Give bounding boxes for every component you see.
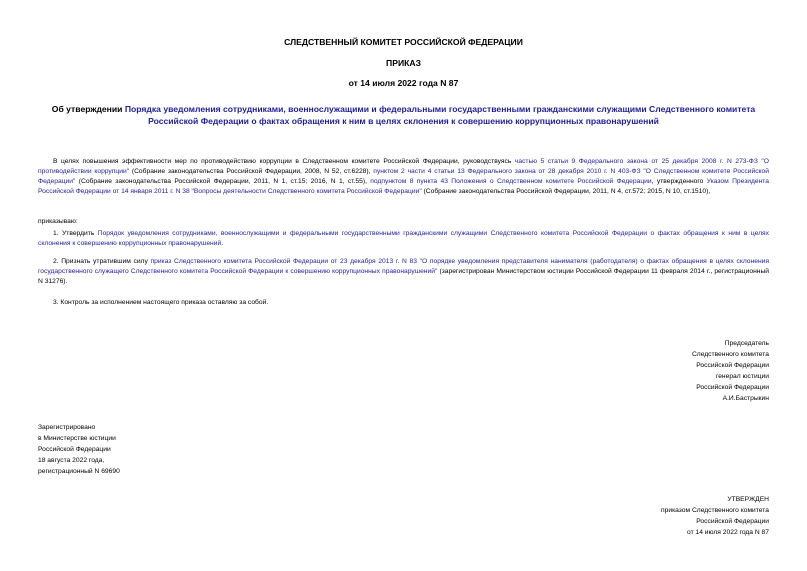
preamble-link-1[interactable]: частью 5 статьи 9 Федерального закона от 25 декабря 2008 г. N 273-ФЗ "О противодействии коррупции" bbox=[38, 158, 769, 176]
preamble-text-1: В целях повышения эффективности мер по противодействию коррупции в Следственном комитете Российской Федерации, руководствуясь bbox=[53, 158, 515, 165]
registration-line: Российской Федерации bbox=[38, 446, 111, 453]
registration-line: регистрационный N 69690 bbox=[38, 468, 120, 475]
signature-line: Следственного комитета bbox=[691, 351, 769, 358]
preamble-text-5: (Собрание законодательства Российской Федерации, 2011, N 4, ст.572; 2015, N 10, ст.1510), bbox=[421, 188, 711, 196]
item-1-text-2: . bbox=[221, 240, 224, 248]
registration-line: 18 августа 2022 года, bbox=[38, 457, 105, 464]
preamble-link-3[interactable]: подпунктом 8 пункта 43 Положения о Следственном комитете Российской Федерации bbox=[370, 178, 652, 186]
approved-line: УТВЕРЖДЕН bbox=[727, 496, 769, 503]
item-2-text-2: (зарегистрирован Министерством юстиции Российской Федерации 11 февраля 2014 г., регистрационный N 31276). bbox=[38, 268, 769, 286]
title-link[interactable]: Порядка уведомления сотрудниками, военнослужащими и федеральными государственными гражданскими служащими Следственного комитета Российской Федерации о фактах обращения к ним в целях склонения к совершению коррупционных правонарушений bbox=[124, 104, 756, 126]
preamble-link-2[interactable]: пунктом 2 части 4 статьи 13 Федерального закона от 28 декабря 2010 г. N 403-ФЗ "О Следственном комитете Российской Федерации" bbox=[38, 168, 769, 186]
registration-line: Зарегистрировано bbox=[38, 424, 96, 431]
doc-type: ПРИКАЗ bbox=[386, 58, 421, 68]
signature-line: Председатель bbox=[724, 340, 769, 347]
signature-line: генерал юстиции bbox=[715, 373, 769, 380]
approved-block bbox=[509, 494, 769, 538]
title-prefix: Об утверждении bbox=[51, 104, 125, 114]
preamble-text-4: , утвержденного bbox=[651, 178, 707, 186]
registration-line: в Министерстве юстиции bbox=[38, 435, 116, 442]
signature-line: Российской Федерации bbox=[696, 362, 769, 369]
item-2-text-1: 2. Признать утратившим силу bbox=[53, 258, 151, 265]
item-3: 3. Контроль за исполнением настоящего приказа оставляю за собой. bbox=[53, 299, 269, 306]
signer-name: А.И.Бастрыкин bbox=[722, 395, 769, 402]
item-2 bbox=[38, 257, 769, 287]
registration-block bbox=[38, 422, 298, 477]
item-1-text-1: 1. Утвердить bbox=[53, 230, 98, 237]
org-name: СЛЕДСТВЕННЫЙ КОМИТЕТ РОССИЙСКОЙ ФЕДЕРАЦИИ bbox=[284, 37, 523, 47]
preamble-text-2: (Собрание законодательства Российской Федерации, 2008, N 52, ст.6228), bbox=[129, 168, 374, 176]
preamble-text-3: (Собрание законодательства Российской Федерации, 2011, N 1, ст.15; 2016, N 1, ст.55), bbox=[75, 178, 371, 186]
approved-line: приказом Следственного комитета bbox=[661, 507, 769, 514]
signature-block bbox=[509, 338, 769, 404]
doc-title bbox=[38, 103, 769, 127]
doc-date-number: от 14 июля 2022 года N 87 bbox=[348, 78, 459, 88]
item-2-link[interactable]: приказ Следственного комитета Российской Федерации от 23 декабря 2013 г. N 83 "О порядке уведомления представителя нанимателя (работодателя) о фактах обращения в целях склонения государственного служащего Следственного комитета Российской Федерации к совершению коррупционных правонарушений" bbox=[38, 258, 769, 276]
item-1 bbox=[38, 229, 769, 249]
orders-word: приказываю: bbox=[38, 218, 78, 225]
preamble-paragraph bbox=[38, 157, 769, 197]
signature-line: Российской Федерации bbox=[696, 384, 769, 391]
item-1-link[interactable]: Порядок уведомления сотрудниками, военнослужащими и федеральными государственными гражданскими служащими Следственного комитета Российской Федерации о фактах обращения к ним в целях склонения к совершению коррупционных правонарушений bbox=[38, 230, 769, 248]
approved-line: от 14 июля 2022 года N 87 bbox=[687, 529, 769, 536]
preamble-link-4[interactable]: Указом Президента Российской Федерации от 14 января 2011 г. N 38 "Вопросы деятельности Следственного комитета Российской Федерации" bbox=[38, 178, 770, 196]
approved-line: Российской Федерации bbox=[696, 518, 769, 525]
